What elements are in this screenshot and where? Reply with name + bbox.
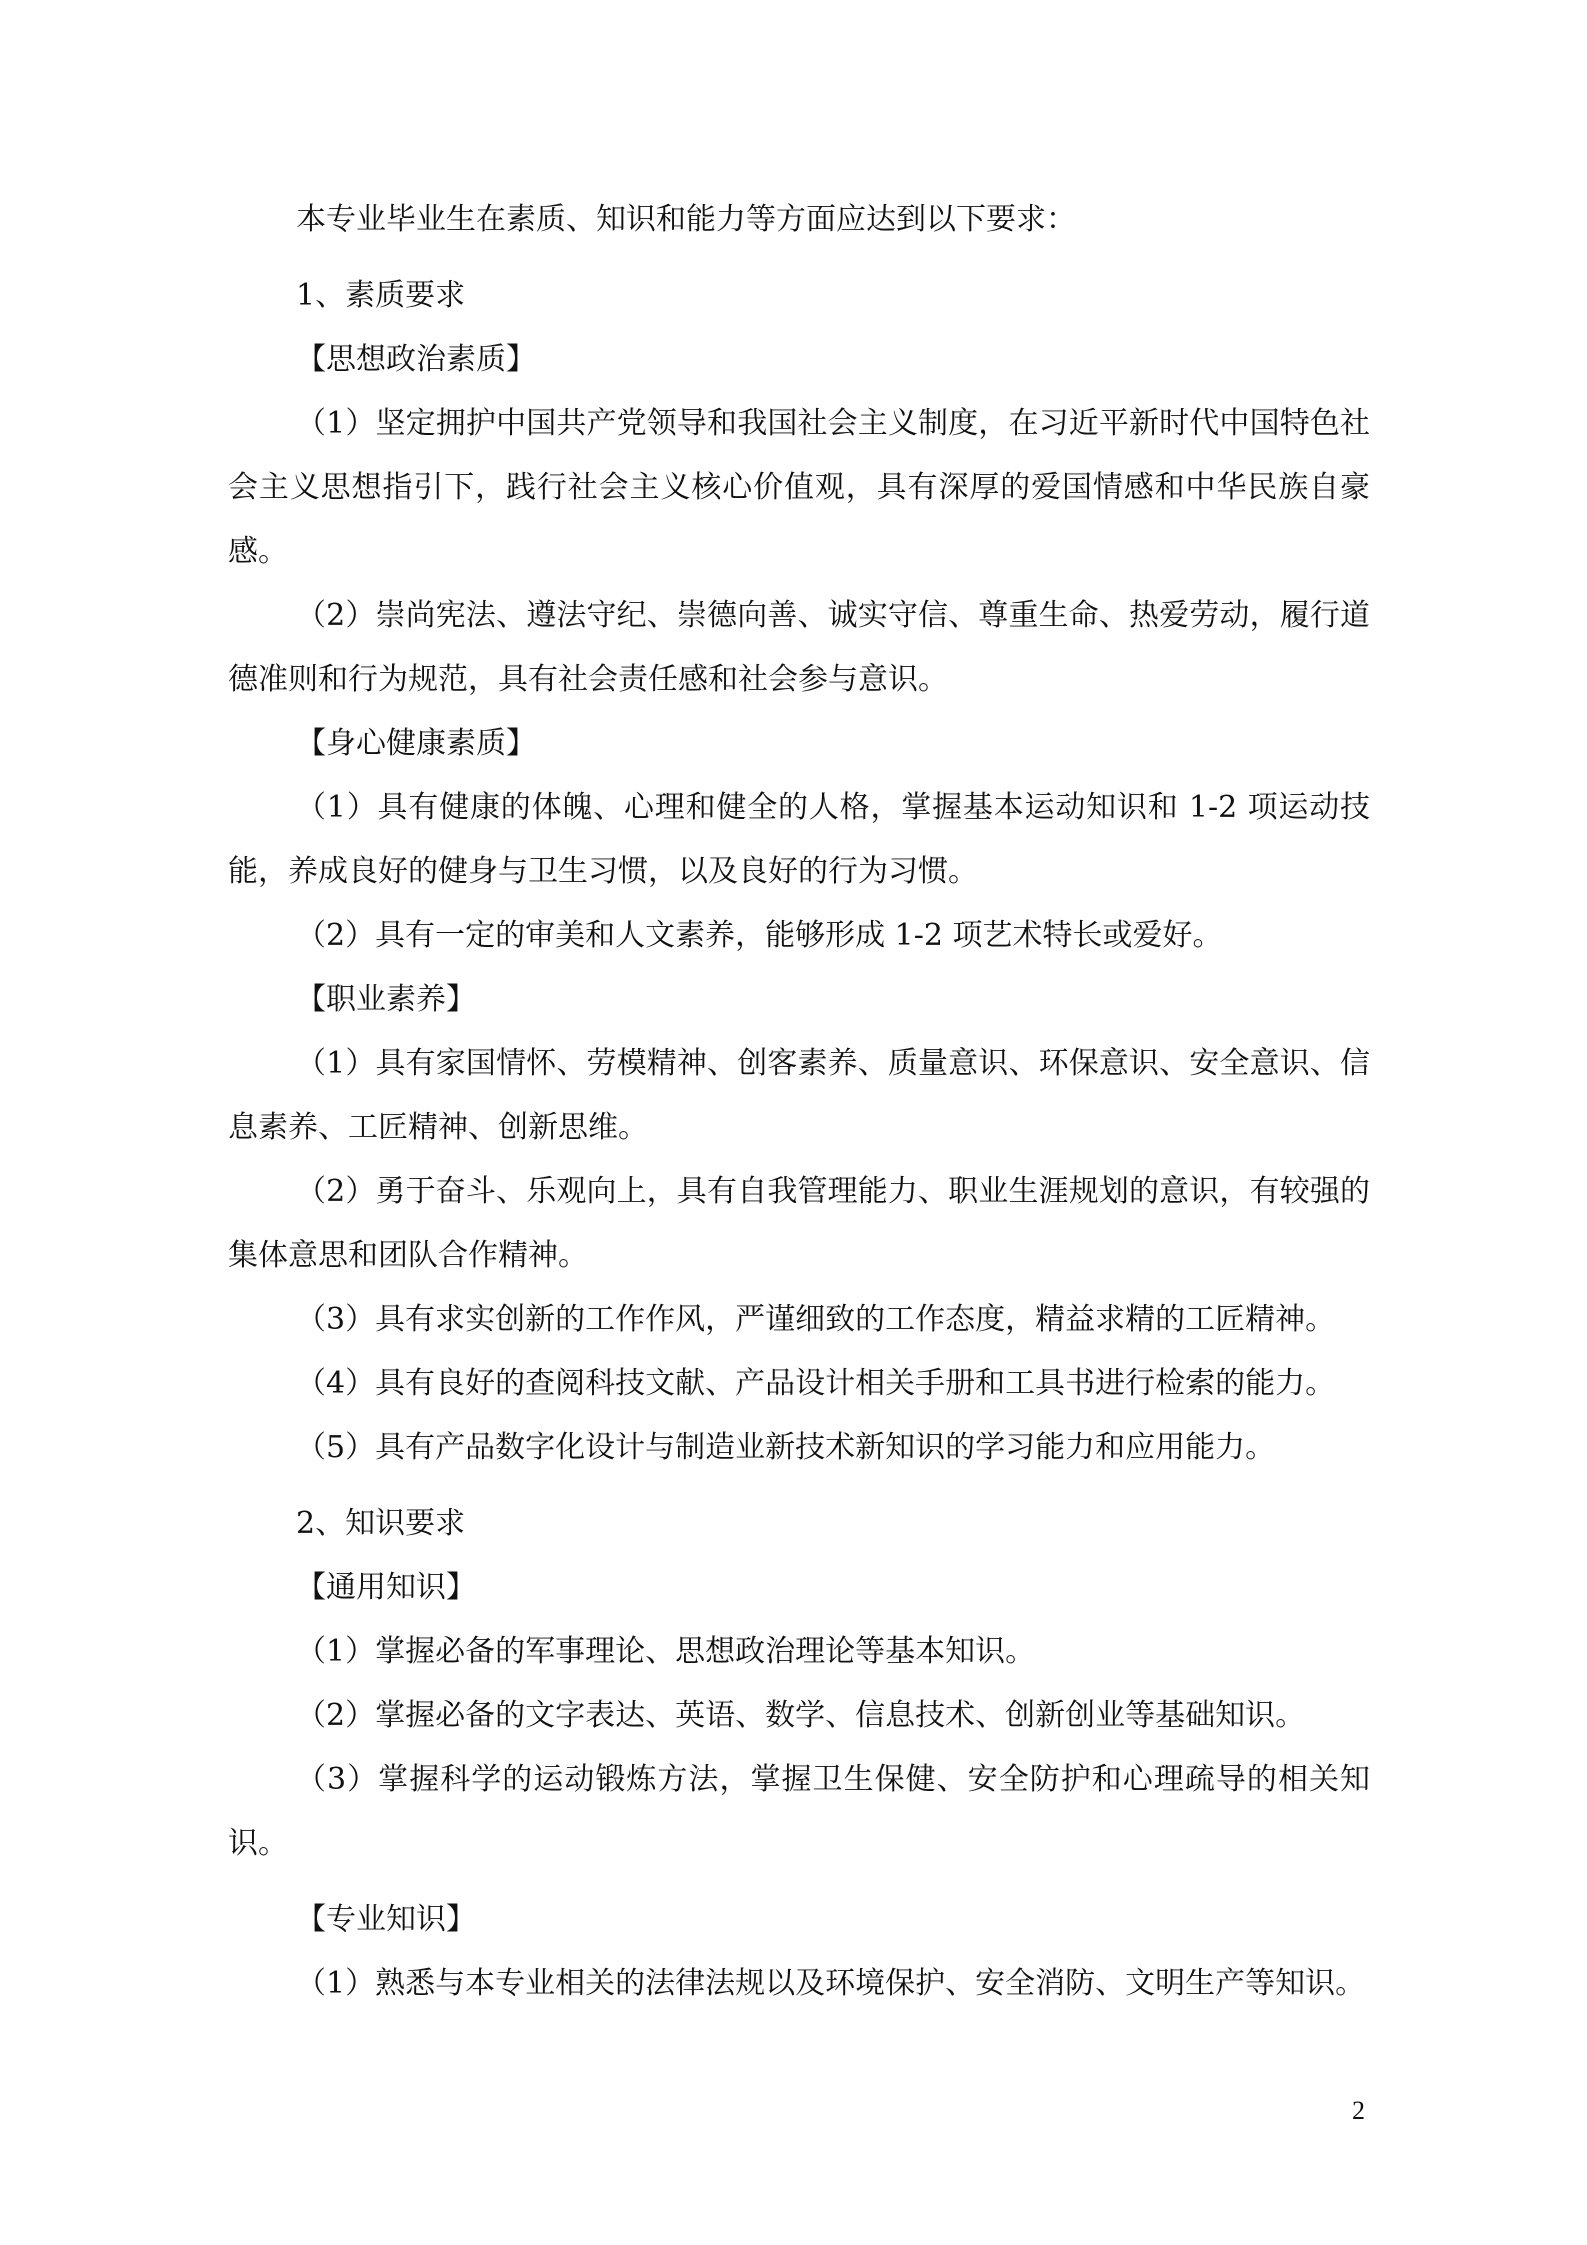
list-item: （2）具有一定的审美和人文素养，能够形成 1-2 项艺术特长或爱好。 (296, 918, 1223, 953)
list-item: （2）勇于奋斗、乐观向上，具有自我管理能力、职业生涯规划的意识，有较强的集体意思和团队合作精神。 (228, 1174, 1370, 1273)
list-item: （1）具有健康的体魄、心理和健全的人格，掌握基本运动知识和 1-2 项运动技能，养成良好的健身与卫生习惯，以及良好的行为习惯。 (228, 790, 1370, 889)
list-item: （2）崇尚宪法、遵法守纪、崇德向善、诚实守信、尊重生命、热爱劳动，履行道德准则和行为规范，具有社会责任感和社会参与意识。 (228, 598, 1370, 697)
list-item: （3）掌握科学的运动锻炼方法，掌握卫生保健、安全防护和心理疏导的相关知识。 (228, 1762, 1370, 1861)
list-item: （1）熟悉与本专业相关的法律法规以及环境保护、安全消防、文明生产等知识。 (296, 1966, 1366, 2001)
list-item: （5）具有产品数字化设计与制造业新技术新知识的学习能力和应用能力。 (296, 1430, 1276, 1465)
list-item: （4）具有良好的查阅科技文献、产品设计相关手册和工具书进行检索的能力。 (296, 1366, 1336, 1401)
list-item: （1）掌握必备的军事理论、思想政治理论等基本知识。 (296, 1634, 1036, 1669)
list-item: （1）坚定拥护中国共产党领导和我国社会主义制度，在习近平新时代中国特色社会主义思想指引下，践行社会主义核心价值观，具有深厚的爱国情感和中华民族自豪感。 (228, 406, 1370, 569)
list-item: （3）具有求实创新的工作作风，严谨细致的工作态度，精益求精的工匠精神。 (296, 1302, 1336, 1337)
list-item: （2）掌握必备的文字表达、英语、数学、信息技术、创新创业等基础知识。 (296, 1698, 1306, 1733)
list-item: （1）具有家国情怀、劳模精神、创客素养、质量意识、环保意识、安全意识、信息素养、工匠精神、创新思维。 (228, 1046, 1370, 1145)
subheading-professional-knowledge: 【专业知识】 (296, 1902, 476, 1937)
subheading-health: 【身心健康素质】 (296, 726, 536, 761)
intro-paragraph: 本专业毕业生在素质、知识和能力等方面应达到以下要求： (296, 202, 1076, 237)
section-heading-quality: 1、素质要求 (296, 278, 466, 313)
subheading-ideological: 【思想政治素质】 (296, 342, 536, 377)
subheading-general-knowledge: 【通用知识】 (296, 1570, 476, 1605)
subheading-professional: 【职业素养】 (296, 982, 476, 1017)
section-heading-knowledge: 2、知识要求 (296, 1506, 466, 1541)
document-body (228, 188, 1370, 2016)
page-number: 2 (1352, 2096, 1365, 2125)
